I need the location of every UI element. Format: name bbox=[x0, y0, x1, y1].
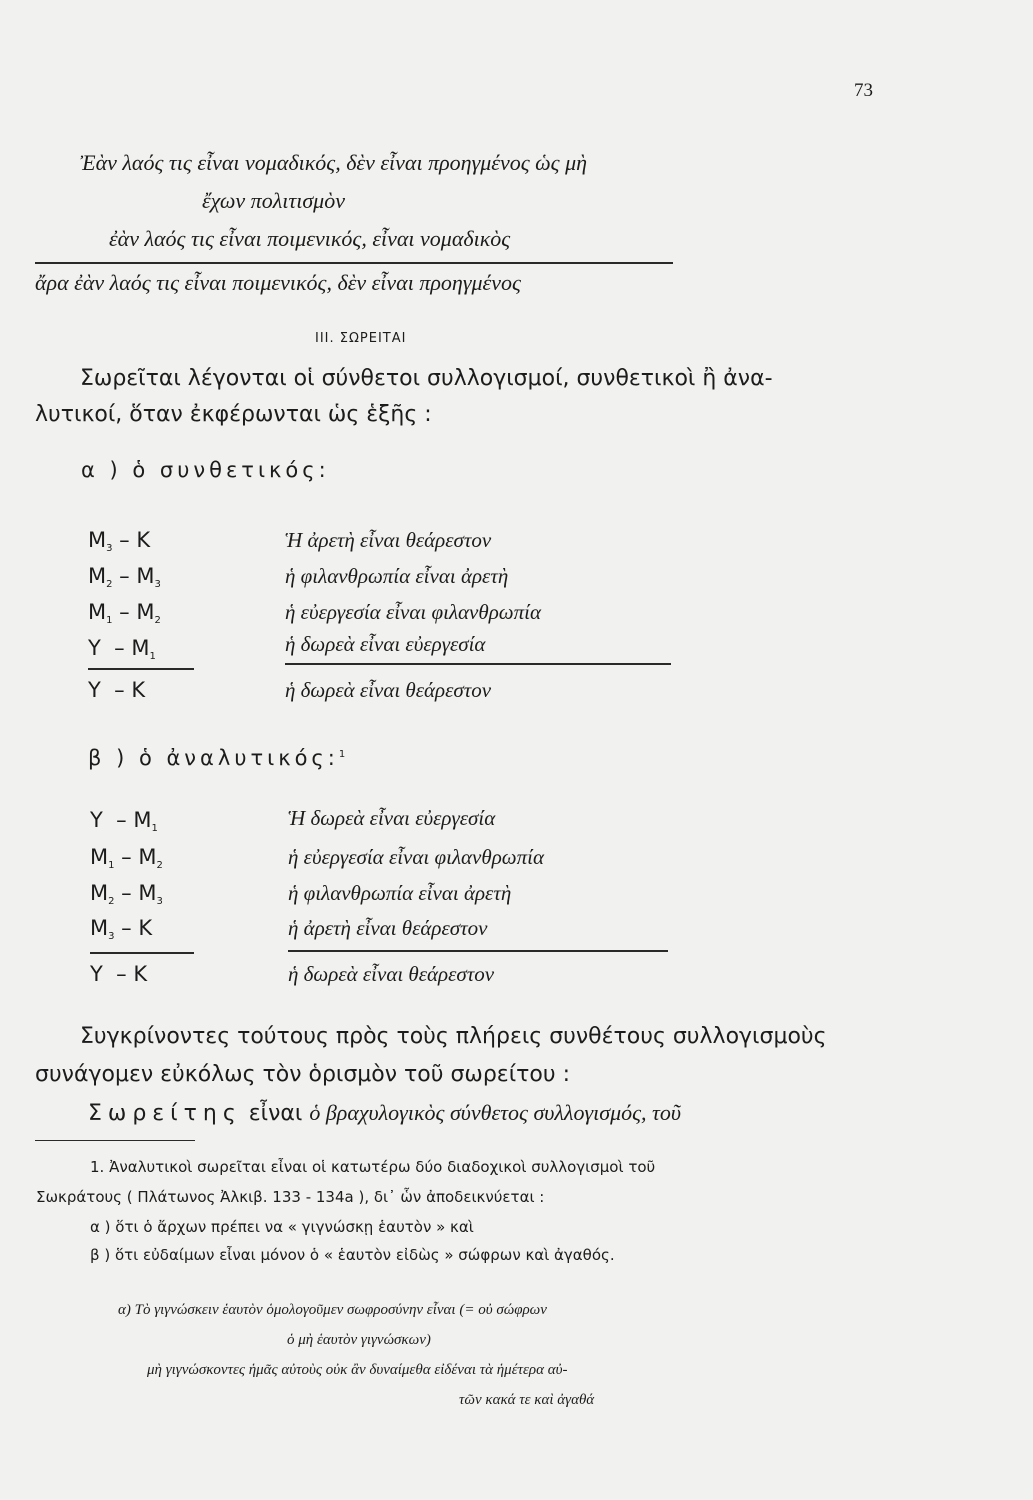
analytic-row-rhs: ἡ φιλανθρωπία εἶναι ἀρετὴ bbox=[288, 881, 512, 905]
synthetic-conclusion-lhs: Y – K bbox=[88, 678, 146, 702]
section-heading: ΙΙΙ. ΣΩΡΕΙΤΑΙ bbox=[315, 331, 407, 346]
footnote-marker: 1 bbox=[338, 749, 346, 760]
syllogism-major-line2: ἔχων πολιτισμὸν bbox=[202, 188, 345, 213]
analytic-row-lhs: Y – $M_1$ bbox=[90, 808, 158, 834]
analytic-row-lhs: $M_2 - M_3$ bbox=[90, 881, 163, 907]
footnote-line2: Σωκράτους ( Πλάτωνος Ἀλκιβ. 133 - 134a ), δι᾽ ὧν ἀποδεικνύεται : bbox=[36, 1188, 545, 1206]
analytic-row-lhs: $M_3$ – K bbox=[90, 916, 153, 942]
footnote-item-a: α ) ὅτι ὁ ἄρχων πρέπει να « γιγνώσκῃ ἑαυτὸν » καὶ bbox=[90, 1218, 474, 1236]
analytic-rule-right bbox=[288, 950, 668, 952]
intro-line2: λυτικοί, ὅταν ἐκφέρωνται ὡς ἑξῆς : bbox=[35, 402, 432, 427]
syllogism-conclusion: ἄρα ἐὰν λαός τις εἶναι ποιμενικός, δὲν εἶναι προηγμένος bbox=[35, 270, 521, 295]
definition-rest: ὁ βραχυλογικὸς σύνθετος συλλογισμός, τοῦ bbox=[309, 1100, 682, 1125]
syllogism-rule bbox=[35, 262, 673, 264]
syllogism-minor: ἐὰν λαός τις εἶναι ποιμενικός, εἶναι νομαδικὸς bbox=[109, 226, 511, 251]
quote-line2: ὁ μὴ ἑαυτὸν γιγνώσκων) bbox=[287, 1332, 431, 1348]
synthetic-row-lhs: $M_2 - M_3$ bbox=[88, 564, 161, 590]
synthetic-conclusion-rhs: ἡ δωρεὰ εἶναι θεάρεστον bbox=[285, 678, 492, 702]
synthetic-row-lhs: Y – $M_1$ bbox=[88, 636, 156, 662]
quote-line3: μὴ γιγνώσκοντες ἡμᾶς αὐτοὺς οὐκ ἂν δυναίμεθα εἰδέναι τὰ ἡμέτερα αὐ- bbox=[147, 1362, 568, 1378]
analytic-row-rhs: ἡ εὐεργεσία εἶναι φιλανθρωπία bbox=[288, 845, 544, 869]
synthetic-row-rhs: ἡ φιλανθρωπία εἶναι ἀρετὴ bbox=[285, 564, 509, 588]
footnote-rule bbox=[35, 1140, 195, 1141]
synthetic-rule-right bbox=[285, 663, 671, 665]
analytic-row-rhs: ἡ ἀρετὴ εἶναι θεάρεστον bbox=[288, 916, 488, 940]
compare-line2: συνάγομεν εὐκόλως τὸν ὁρισμὸν τοῦ σωρείτου : bbox=[35, 1062, 570, 1087]
intro-line1: Σωρεῖται λέγονται οἱ σύνθετοι συλλογισμοί, συνθετικοὶ ἢ ἀνα- bbox=[80, 366, 773, 391]
definition-line bbox=[88, 1100, 681, 1126]
quote-line1: α) Τὸ γιγνώσκειν ἑαυτὸν ὁμολογοῦμεν σωφροσύνην εἶναι (= οὐ σώφρων bbox=[118, 1302, 547, 1318]
analytic-row-rhs: Ἡ δωρεὰ εἶναι εὐεργεσία bbox=[288, 806, 496, 830]
footnote-item-b: β ) ὅτι εὐδαίμων εἶναι μόνον ὁ « ἑαυτὸν εἰδὼς » σώφρων καὶ ἀγαθός. bbox=[90, 1246, 615, 1264]
synthetic-row-rhs: ἡ δωρεὰ εἶναι εὐεργεσία bbox=[285, 632, 486, 656]
synthetic-row-rhs: ἡ εὐεργεσία εἶναι φιλανθρωπία bbox=[285, 600, 541, 624]
syllogism-major-line1: Ἐὰν λαός τις εἶναι νομαδικός, δὲν εἶναι προηγμένος ὡς μὴ bbox=[80, 150, 588, 175]
compare-line1: Συγκρίνοντες τούτους πρὸς τοὺς πλήρεις συνθέτους συλλογισμοὺς bbox=[80, 1024, 827, 1049]
analytic-conclusion-lhs: Y – K bbox=[90, 962, 148, 986]
definition-term: Σωρείτης bbox=[88, 1101, 242, 1126]
analytic-row-lhs: $M_1 - M_2$ bbox=[90, 845, 163, 871]
analytic-heading: β ) ὁ ἀναλυτικός:$^1$ bbox=[88, 746, 346, 770]
synthetic-row-rhs: Ἡ ἀρετὴ εἶναι θεάρεστον bbox=[285, 528, 492, 552]
synthetic-heading: α ) ὁ συνθετικός: bbox=[81, 458, 330, 482]
synthetic-rule-left bbox=[88, 668, 194, 670]
quote-line4: τῶν κακά τε καὶ ἀγαθά bbox=[459, 1392, 595, 1408]
page-number: 73 bbox=[854, 80, 873, 101]
definition-verb: εἶναι bbox=[248, 1101, 303, 1126]
footnote-line1: 1. Ἀναλυτικοὶ σωρεῖται εἶναι οἱ κατωτέρω δύο διαδοχικοὶ συλλογισμοὶ τοῦ bbox=[90, 1158, 656, 1176]
analytic-conclusion-rhs: ἡ δωρεὰ εἶναι θεάρεστον bbox=[288, 962, 495, 986]
analytic-rule-left bbox=[90, 952, 194, 954]
synthetic-row-lhs: $M_3$ – K bbox=[88, 528, 151, 554]
synthetic-row-lhs: $M_1 - M_2$ bbox=[88, 600, 161, 626]
